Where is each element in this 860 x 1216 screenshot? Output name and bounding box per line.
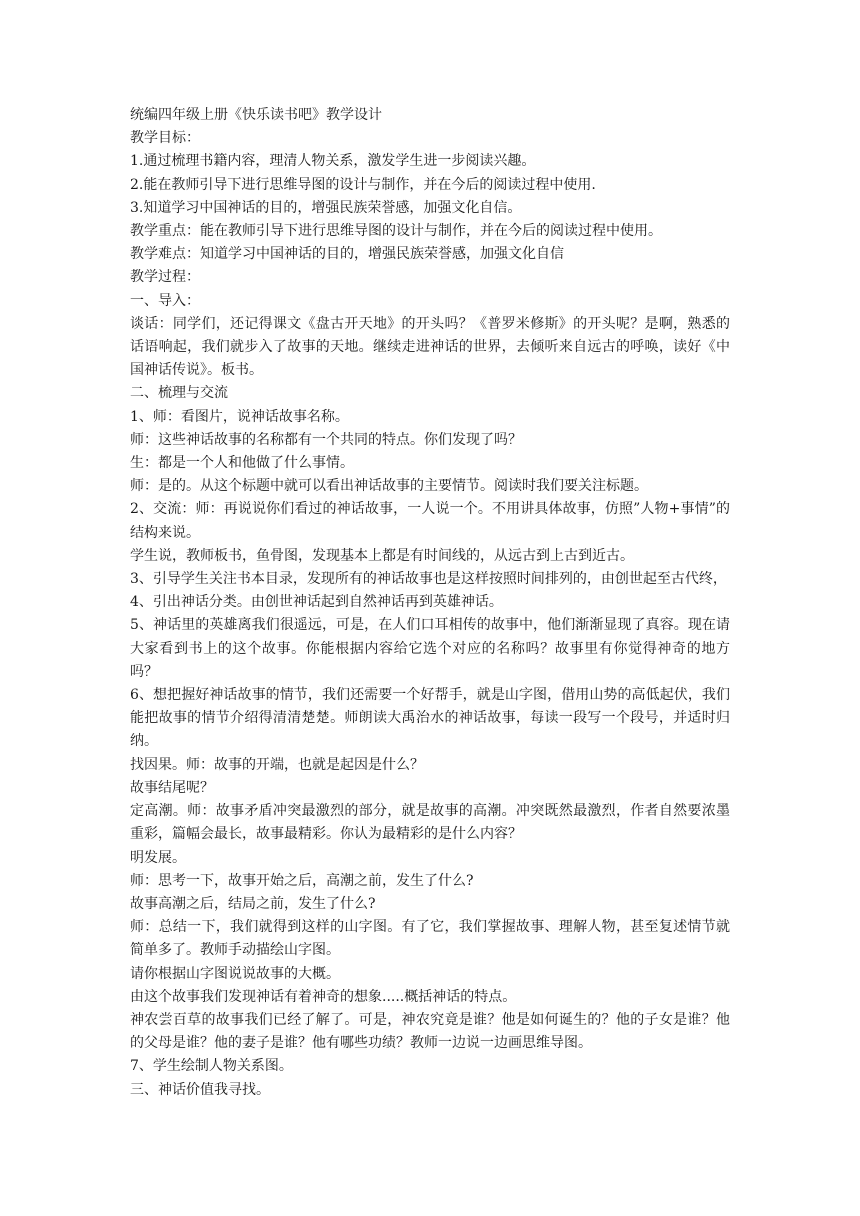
paragraph-summary: 师：总结一下，我们就得到这样的山字图。有了它，我们掌握故事、理解人物，甚至复述情节就简单多了。教师手动描绘山字图。 [130, 919, 730, 959]
paragraph-teacher-confirm: 师：是的。从这个标题中就可以看出神话故事的主要情节。阅读时我们要关注标题。 [130, 478, 648, 495]
paragraph-before-climax: 师：思考一下，故事开始之后，高潮之前，发生了什么? [130, 872, 474, 889]
paragraph-step-2: 2、交流：师：再说说你们看过的神话故事，一人说一个。不用讲具体故事，仿照”人物+事情”的结构来说。 [130, 501, 730, 541]
paragraph-objectives-heading: 教学目标： [130, 130, 200, 147]
paragraph-student-answer: 生：都是一个人和他做了什么事情。 [130, 455, 354, 472]
paragraph-objective-2: 2.能在教师引导下进行思维导图的设计与制作，并在今后的阅读过程中使用. [130, 176, 596, 193]
paragraph-student-fishbone: 学生说，教师板书，鱼骨图，发现基本上都是有时间线的，从远古到上古到近古。 [130, 547, 634, 564]
section-heading-intro: 一、导入： [130, 292, 200, 309]
document-page [130, 104, 730, 1102]
paragraph-after-climax: 故事高潮之后，结局之前，发生了什么? [130, 895, 376, 912]
paragraph-step-1: 1、师：看图片，说神话故事名称。 [130, 408, 349, 425]
section-heading-value: 三、神话价值我寻找。 [130, 1081, 270, 1098]
paragraph-process-heading: 教学过程： [130, 269, 200, 286]
paragraph-climax: 定高潮。师：故事矛盾冲突最激烈的部分，就是故事的高潮。冲突既然最激烈，作者自然要浓墨重彩，篇幅会最长，故事最精彩。你认为最精彩的是什么内容？ [130, 803, 730, 843]
paragraph-talk: 谈话：同学们，还记得课文《盘古开天地》的开头吗？《普罗米修斯》的开头呢？是啊，熟悉的话语响起，我们就步入了故事的天地。继续走进神话的世界，去倾听来自远古的呼唤，读好《中国神话传说》。板书。 [130, 315, 730, 379]
paragraph-shennong: 神农尝百草的故事我们已经了解了。可是，神农究竟是谁？他是如何诞生的？他的子女是谁？他的父母是谁？他的妻子是谁？他有哪些功绩？教师一边说一边画思维导图。 [130, 1011, 730, 1052]
paragraph-step-4: 4、引出神话分类。由创世神话起到自然神话再到英雄神话。 [130, 594, 503, 611]
paragraph-features: 由这个故事我们发现神话有着神奇的想象.....概括神话的特点。 [130, 988, 517, 1005]
paragraph-step-5: 5、神话里的英雄离我们很遥远，可是，在人们口耳相传的故事中，他们渐渐显现了真容。现在请大家看到书上的这个故事。你能根据内容给它选个对应的名称吗？故事里有你觉得神奇的地方吗？ [130, 617, 730, 680]
paragraph-teacher-question: 师：这些神话故事的名称都有一个共同的特点。你们发现了吗？ [130, 431, 522, 448]
paragraph-objective-1: 1.通过梳理书籍内容，理清人物关系，激发学生进一步阅读兴趣。 [130, 153, 536, 170]
paragraph-difficulty: 教学难点：知道学习中国神话的目的，增强民族荣誉感，加强文化自信 [130, 246, 564, 263]
paragraph-retell: 请你根据山字图说说故事的大概。 [130, 965, 340, 982]
paragraph-key-point: 教学重点：能在教师引导下进行思维导图的设计与制作，并在今后的阅读过程中使用。 [130, 223, 662, 240]
section-heading-sorting: 二、梳理与交流 [130, 385, 228, 402]
paragraph-ending: 故事结尾呢？ [130, 779, 214, 796]
paragraph-step-3: 3、引导学生关注书本目录，发现所有的神话故事也是这样按照时间排列的，由创世起至古代终， [130, 571, 727, 588]
paragraph-step-7: 7、学生绘制人物关系图。 [130, 1058, 293, 1075]
paragraph-step-6: 6、想把握好神话故事的情节，我们还需要一个好帮手，就是山字图，借用山势的高低起伏，我们能把故事的情节介绍得清清楚楚。师朗读大禹治水的神话故事，每读一段写一个段号，并适时归纳。 [130, 687, 730, 750]
paragraph-cause: 找因果。师：故事的开端，也就是起因是什么？ [130, 756, 424, 773]
paragraph-objective-3: 3.知道学习中国神话的目的，增强民族荣誉感，加强文化自信。 [130, 199, 522, 216]
document-title: 统编四年级上册《快乐读书吧》教学设计 [130, 107, 382, 123]
paragraph-development: 明发展。 [130, 849, 186, 866]
